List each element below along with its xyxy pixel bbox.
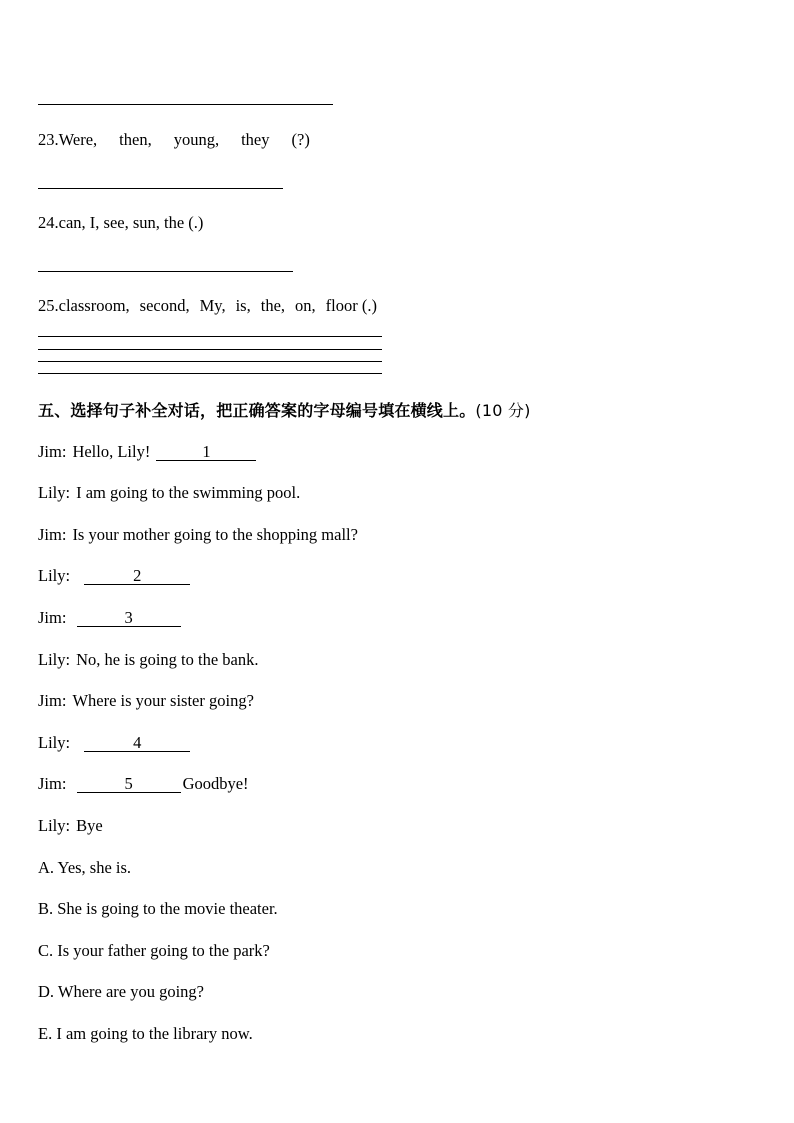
dialogue-line [38,483,300,503]
word-tile: classroom, [58,296,130,315]
option-b: B. She is going to the movie theater. [38,899,278,918]
word-tile: then, [119,130,152,149]
answer-blank-1[interactable]: 1 [156,443,256,461]
dialogue-line [38,774,249,794]
line-text: Hello, Lily! [72,442,151,461]
word-tile: Were, [58,130,98,149]
answer-line-25b[interactable] [38,349,382,350]
question-number: 23. [38,130,59,149]
answer-line-25[interactable] [38,336,382,337]
question-number: 25. [38,296,59,315]
answer-blank-4[interactable]: 4 [84,734,190,752]
word-tile: floor (.) [325,296,377,315]
line-text: Is your mother going to the shopping mall? [72,525,358,544]
option-c: C. Is your father going to the park? [38,941,270,960]
speaker: Lily: [38,483,71,502]
option-d: D. Where are you going? [38,982,205,1001]
speaker: Lily: [38,650,71,669]
answer-line-24[interactable] [38,271,293,272]
answer-line-25d[interactable] [38,373,382,374]
section-5-heading [38,398,531,421]
section-title: 五、选择句子补全对话，把正确答案的字母编号填在横线上。 [38,401,476,420]
dialogue-line [38,691,254,711]
word-tile: on, [295,296,316,315]
dialogue-line [38,650,259,670]
question-number: 24. [38,213,59,232]
line-text: No, he is going to the bank. [76,650,259,669]
word-tile: second, [139,296,190,315]
speaker: Lily: [38,566,71,585]
answer-blank-2[interactable]: 2 [84,567,190,585]
word-tile: (?) [291,130,310,149]
answer-line-23[interactable] [38,188,283,189]
answer-line-25c[interactable] [38,361,382,362]
question-24 [38,213,203,233]
dialogue-line [38,525,358,545]
question-23 [38,130,310,150]
word-tile: they [241,130,270,149]
dialogue-line [38,733,190,753]
line-text: Goodbye! [182,774,249,793]
question-words: can, I, see, sun, the (.) [58,213,204,232]
option-a: A. Yes, she is. [38,858,132,877]
option-e: E. I am going to the library now. [38,1024,253,1043]
answer-line-22[interactable] [38,104,333,105]
dialogue-line [38,608,181,628]
speaker: Lily: [38,816,71,835]
question-25 [38,296,377,316]
speaker: Jim: [38,774,67,793]
word-tile: the, [260,296,286,315]
word-tile: young, [173,130,220,149]
speaker: Jim: [38,525,67,544]
speaker: Jim: [38,608,67,627]
answer-blank-5[interactable]: 5 [77,775,181,793]
word-tile: is, [235,296,251,315]
line-text: Bye [76,816,103,835]
dialogue-line [38,816,103,836]
line-text: Where is your sister going? [72,691,254,710]
speaker: Lily: [38,733,71,752]
speaker: Jim: [38,691,67,710]
dialogue-line [38,566,190,586]
section-score: (10 分) [475,401,531,420]
line-text: I am going to the swimming pool. [76,483,301,502]
answer-blank-3[interactable]: 3 [77,609,181,627]
word-tile: My, [199,296,226,315]
speaker: Jim: [38,442,67,461]
dialogue-line [38,442,256,462]
